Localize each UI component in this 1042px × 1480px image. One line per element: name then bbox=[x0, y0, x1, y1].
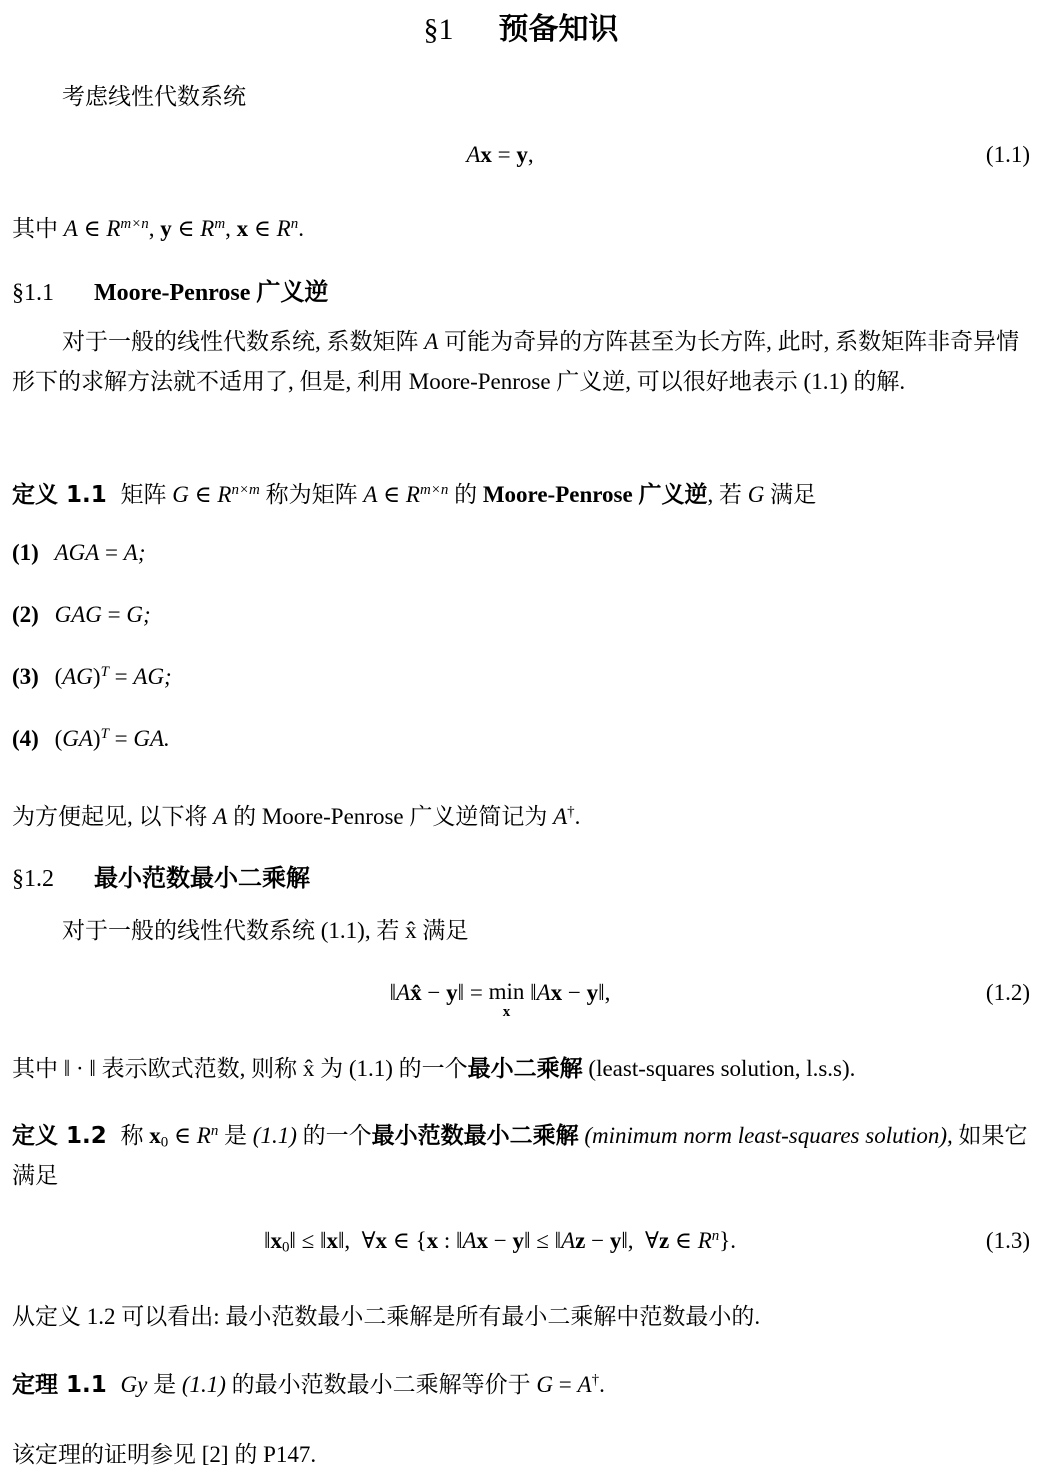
condition-item bbox=[12, 602, 151, 628]
condition-label: (2) bbox=[12, 602, 39, 627]
condition-label: (3) bbox=[12, 664, 39, 689]
intro-text: 考虑线性代数系统 bbox=[62, 84, 246, 109]
equation-number: (1.3) bbox=[985, 1228, 1030, 1253]
subsection-title: 最小范数最小二乘解 bbox=[94, 864, 310, 892]
subsection-heading-1-1 bbox=[12, 272, 328, 307]
condition-body: (GA)$^T$ = GA. bbox=[54, 725, 170, 751]
definition-1-1 bbox=[12, 476, 816, 509]
condition-body: GAG = G; bbox=[54, 602, 151, 627]
condition-item bbox=[12, 540, 146, 566]
equation-1-2 bbox=[0, 980, 1000, 1020]
condition-body: (AG)$^T$ = AG; bbox=[54, 663, 172, 689]
definition-1-2 bbox=[12, 1116, 1030, 1196]
note-paragraph: 从定义 1.2 可以看出: 最小范数最小二乘解是所有最小二乘解中范数最小的. bbox=[12, 1304, 761, 1329]
equation-1-1 bbox=[0, 142, 1000, 168]
proof-reference: 该定理的证明参见 [2] 的 P147. bbox=[12, 1442, 317, 1467]
paragraph: 对于一般的线性代数系统, 系数矩阵 A 可能为奇异的方阵甚至为长方阵, 此时, 系数矩阵非奇异情形下的求解方法就不适用了, 但是, 利用 Moore-Penrose 广义逆, 可以很好地表示 (1.1) 的解. bbox=[12, 329, 1020, 394]
equation-number: (1.2) bbox=[985, 980, 1030, 1005]
condition-item bbox=[12, 726, 170, 752]
equation-1-3 bbox=[0, 1228, 1000, 1254]
section-title: 预备知识 bbox=[498, 12, 619, 47]
condition-label: (4) bbox=[12, 726, 39, 751]
theorem-label: 定理 1.1 bbox=[12, 1372, 107, 1398]
equation-body: ‖Ax̂ − y‖ = min x ‖Ax − y‖, bbox=[389, 979, 611, 1020]
condition-body: AGA = A; bbox=[54, 540, 146, 565]
subsection-heading-1-2 bbox=[12, 858, 310, 893]
where-clause: 其中 ‖ · ‖ 表示欧式范数, 则称 x̂ 为 (1.1) 的一个最小二乘解 (least-squares solution, l.s.s). bbox=[12, 1056, 856, 1082]
subsection-number: §1.1 bbox=[12, 280, 54, 306]
note-paragraph: 为方便起见, 以下将 A 的 Moore-Penrose 广义逆简记为 A†. bbox=[12, 803, 581, 829]
definition-body: 矩阵 G ∈ $R^{n\times m}$ 称为矩阵 A ∈ $R^{m\times n}$ 的 Moore-Penrose 广义逆, 若 G 满足 bbox=[120, 481, 817, 507]
condition-item bbox=[12, 664, 172, 690]
subsection-number: §1.2 bbox=[12, 866, 54, 892]
equation-body: Ax = y, bbox=[466, 142, 534, 167]
section-number: §1 bbox=[423, 13, 454, 46]
definition-label: 定义 1.1 bbox=[12, 482, 107, 508]
equation-number: (1.1) bbox=[985, 142, 1030, 167]
definition-body: 称 $x_0$ ∈ $R^n$ 是 (1.1) 的一个最小范数最小二乘解 (minimum norm least-squares solution), 如果它满足 bbox=[12, 1122, 1028, 1188]
definition-label: 定义 1.2 bbox=[12, 1123, 107, 1149]
equation-body: $‖x_0‖$ ≤ ‖x‖, ∀x ∈ {x : ‖Ax − y‖ ≤ ‖Az − y‖, ∀z ∈ $R^n$}. bbox=[263, 1227, 737, 1256]
subsection-title: Moore-Penrose 广义逆 bbox=[94, 280, 329, 306]
paragraph: 对于一般的线性代数系统 (1.1), 若 x̂ 满足 bbox=[62, 918, 469, 943]
theorem-body: Gy 是 (1.1) 的最小范数最小二乘解等价于 G = A†. bbox=[120, 1371, 605, 1397]
where-clause: 其中 A ∈ $R^{m\times n}$, y ∈ $R^m$, x ∈ $R^n$. bbox=[12, 215, 304, 241]
condition-label: (1) bbox=[12, 540, 39, 565]
page-title bbox=[0, 4, 1042, 48]
theorem-1-1 bbox=[12, 1366, 605, 1399]
